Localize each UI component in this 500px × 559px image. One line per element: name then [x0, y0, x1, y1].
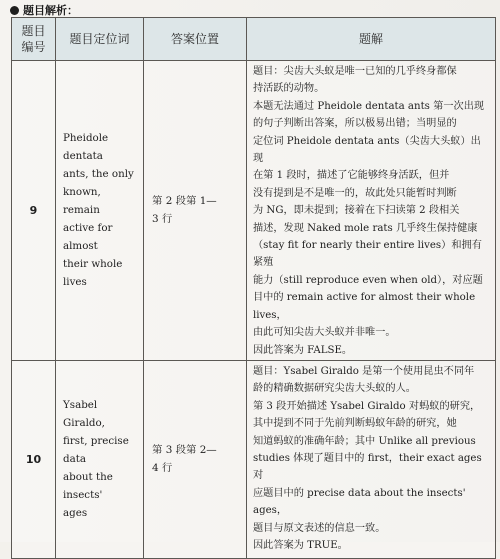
- answer-analysis-table: [11, 17, 496, 559]
- section-title-text: 题目解析：: [23, 4, 78, 17]
- question-number: 10: [12, 360, 56, 558]
- header-question-number-line-2: 编号: [21, 40, 46, 54]
- header-answer-position: 答案位置: [144, 18, 247, 61]
- header-locator: 题目定位词: [56, 18, 144, 61]
- header-explanation: 题解: [247, 18, 496, 61]
- table-row: [12, 360, 496, 558]
- explanation-text: 题目：Ysabel Giraldo 是第一个使用昆虫不同年 龄的精确数据研究尖齿大头蚁的人。 第 3 段开始描述 Ysabel Giraldo 对蚂蚁的研究， 其中提到不同于先前判断蚂蚁年龄的研究，她 知道蚂蚁的准确年龄；其中 Unlike all previous studies 体现了题目中的 first，their exact ages 对 应题目中的 precise data about the insects' ages， 题目与原文表述的信息一致。 因此答案为 TRUE。: [247, 360, 496, 558]
- locator-text: Ysabel Giraldo, first, precise data about the insects' ages: [56, 360, 144, 558]
- table-header-row: [12, 18, 496, 61]
- table-row: [12, 61, 496, 361]
- answer-position: 第 2 段第 1— 3 行: [144, 61, 247, 361]
- locator-text: Pheidole dentata ants, the only known, remain active for almost their whole lives: [56, 61, 144, 361]
- answer-position: 第 3 段第 2— 4 行: [144, 360, 247, 558]
- header-question-number-line-1: 题目: [21, 24, 46, 38]
- section-title: [10, 2, 78, 18]
- question-number: 9: [12, 61, 56, 361]
- bullet-icon: [10, 6, 19, 15]
- header-question-number: [12, 18, 56, 61]
- explanation-text: 题目：尖齿大头蚁是唯一已知的几乎终身都保 持活跃的动物。 本题无法通过 Pheidole dentata ants 第一次出现 的句子判断出答案，所以极易出错；当明显的 定位词 Pheidole dentata ants（尖齿大头蚁）出现 在第 1 段时，描述了它能够终身活跃，但并 没有提到是不是唯一的，故此处只能暂时判断 为 NG，即未提到；接着在下扫读第 2 段相关 描述，发现 Naked mole rats 几乎终生保持健康 （stay fit for nearly their entire lives）和拥有紧殖 能力（still reproduce even when old），对应题 目中的 remain active for almost their whole lives， 由此可知尖齿大头蚁并非唯一。 因此答案为 FALSE。: [247, 61, 496, 361]
